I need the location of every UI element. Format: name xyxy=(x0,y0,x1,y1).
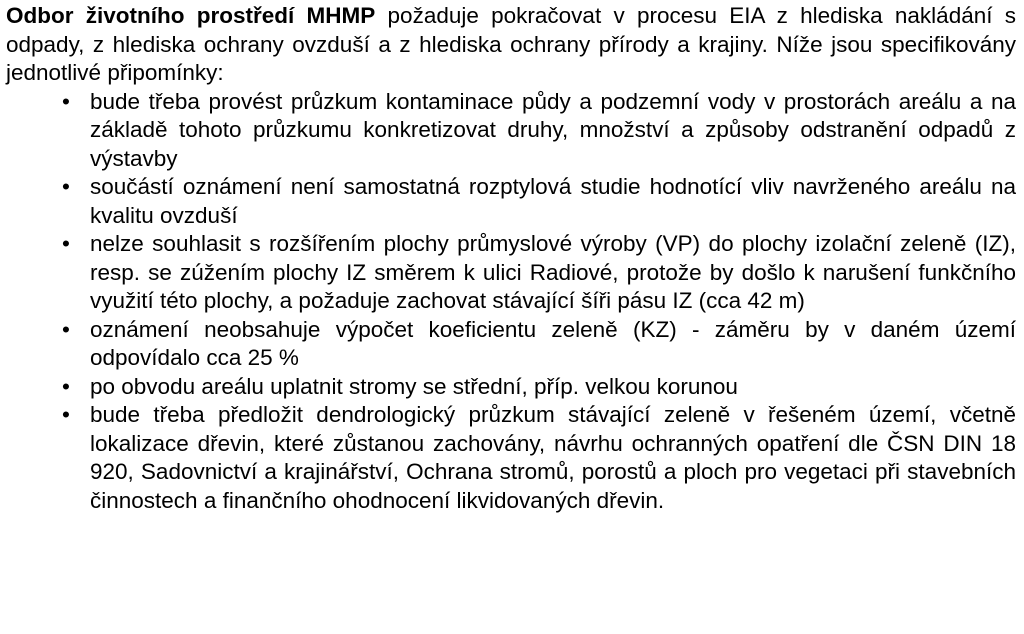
list-item xyxy=(6,88,1016,174)
bullet-icon: • xyxy=(62,88,70,114)
list-item-text: nelze souhlasit s rozšířením plochy průmyslové výroby (VP) do plochy izolační zeleně (IZ), resp. se zúžením plochy IZ směrem k ulici Radiové, protože by došlo k narušení funkčního využití této plochy, a požaduje zachovat stávající šíři pásu IZ (cca 42 m) xyxy=(90,231,1016,313)
remarks-list xyxy=(6,88,1016,516)
list-item xyxy=(6,401,1016,515)
list-item-text: oznámení neobsahuje výpočet koeficientu zeleně (KZ) - záměru by v daném území odpovídalo cca 25 % xyxy=(90,316,1016,370)
intro-text: požaduje pokračovat v procesu EIA z hlediska nakládání s odpady, z hlediska ochrany ovzduší a z hlediska ochrany přírody a krajiny. Níže jsou specifikovány jednotlivé připomínky: xyxy=(6,3,1017,85)
bullet-icon: • xyxy=(62,373,70,399)
list-item-text: po obvodu areálu uplatnit stromy se střední, příp. velkou korunou xyxy=(90,373,738,399)
list-item-text: bude třeba provést průzkum kontaminace půdy a podzemní vody v prostorách areálu a na základě tohoto průzkumu konkretizovat druhy, množství a způsoby odstranění odpadů z výstavby xyxy=(90,88,1016,171)
organization-name: Odbor životního prostředí MHMP xyxy=(6,3,376,28)
list-item xyxy=(6,316,1016,373)
bullet-icon: • xyxy=(62,316,70,342)
list-item-text: součástí oznámení není samostatná rozptylová studie hodnotící vliv navrženého areálu na kvalitu ovzduší xyxy=(90,174,1016,228)
list-item xyxy=(6,373,1016,402)
bullet-icon: • xyxy=(62,402,70,427)
list-item-text: bude třeba předložit dendrologický průzkum stávající zeleně v řešeném území, včetně lokalizace dřevin, které zůstanou zachovány, návrhu ochranných opatření dle ČSN DIN 18 920, Sadovnictví a krajinářství, Ochrana stromů, porostů a ploch pro vegetaci při stavebních činnostech a finančního ohodnocení likvidovaných dřevin. xyxy=(90,402,1016,513)
list-item xyxy=(6,230,1016,316)
list-item xyxy=(6,173,1016,230)
bullet-icon: • xyxy=(62,174,70,199)
bullet-icon: • xyxy=(62,231,70,256)
intro-paragraph xyxy=(6,2,1016,88)
